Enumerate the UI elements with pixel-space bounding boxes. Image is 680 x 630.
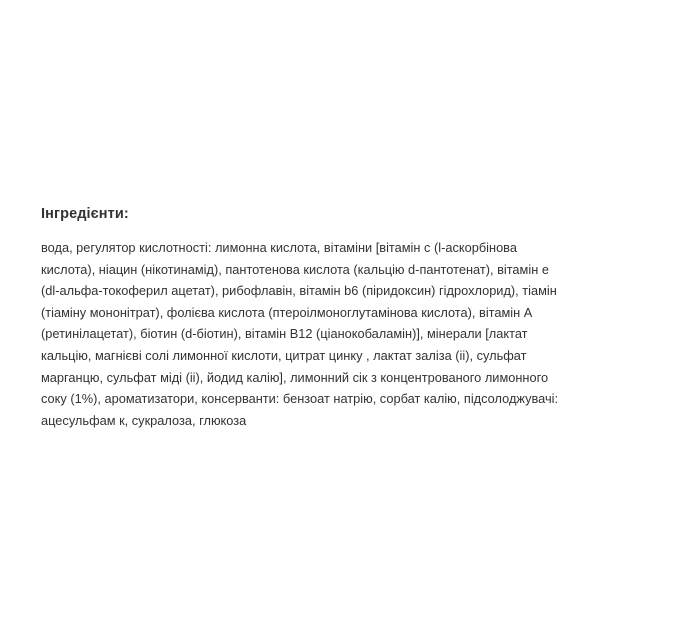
ingredients-line: вода, регулятор кислотності: лимонна кислота, вітаміни [вітамін с (l-аскорбінова	[41, 240, 517, 255]
ingredients-line: ацесульфам к, сукралоза, глюкоза	[41, 412, 247, 428]
ingredients-heading: Інгредієнти:	[41, 206, 129, 222]
ingredients-line: (ретинілацетат), біотин (d-біотин), вітамін В12 (ціанокобаламін)], мінерали [лактат	[41, 326, 528, 342]
ingredients-line: соку (1%), ароматизатори, консерванти: бензоат натрію, сорбат калію, підсолоджувачі:	[41, 391, 559, 407]
ingredients-section	[41, 205, 659, 431]
ingredients-text	[41, 237, 659, 431]
ingredients-line: кальцію, магнієві солі лимонної кислоти, цитрат цинку , лактат заліза (ii), сульфат	[41, 347, 527, 363]
ingredients-line: кислота), ніацин (нікотинамід), пантотенова кислота (кальцію d-пантотенат), вітамін е	[41, 261, 549, 277]
ingredients-line: (dl-альфа-токоферил ацетат), рибофлавін, вітамін b6 (піридоксин) гідрохлорид), тіамін	[41, 283, 557, 299]
ingredients-line: марганцю, сульфат міді (ii), йодид калію], лимонний сік з концентрованого лимонного	[41, 369, 549, 385]
ingredients-line: (тіаміну мононітрат), фолієва кислота (птероілмоноглутамінова кислота), вітамін А	[41, 304, 533, 320]
